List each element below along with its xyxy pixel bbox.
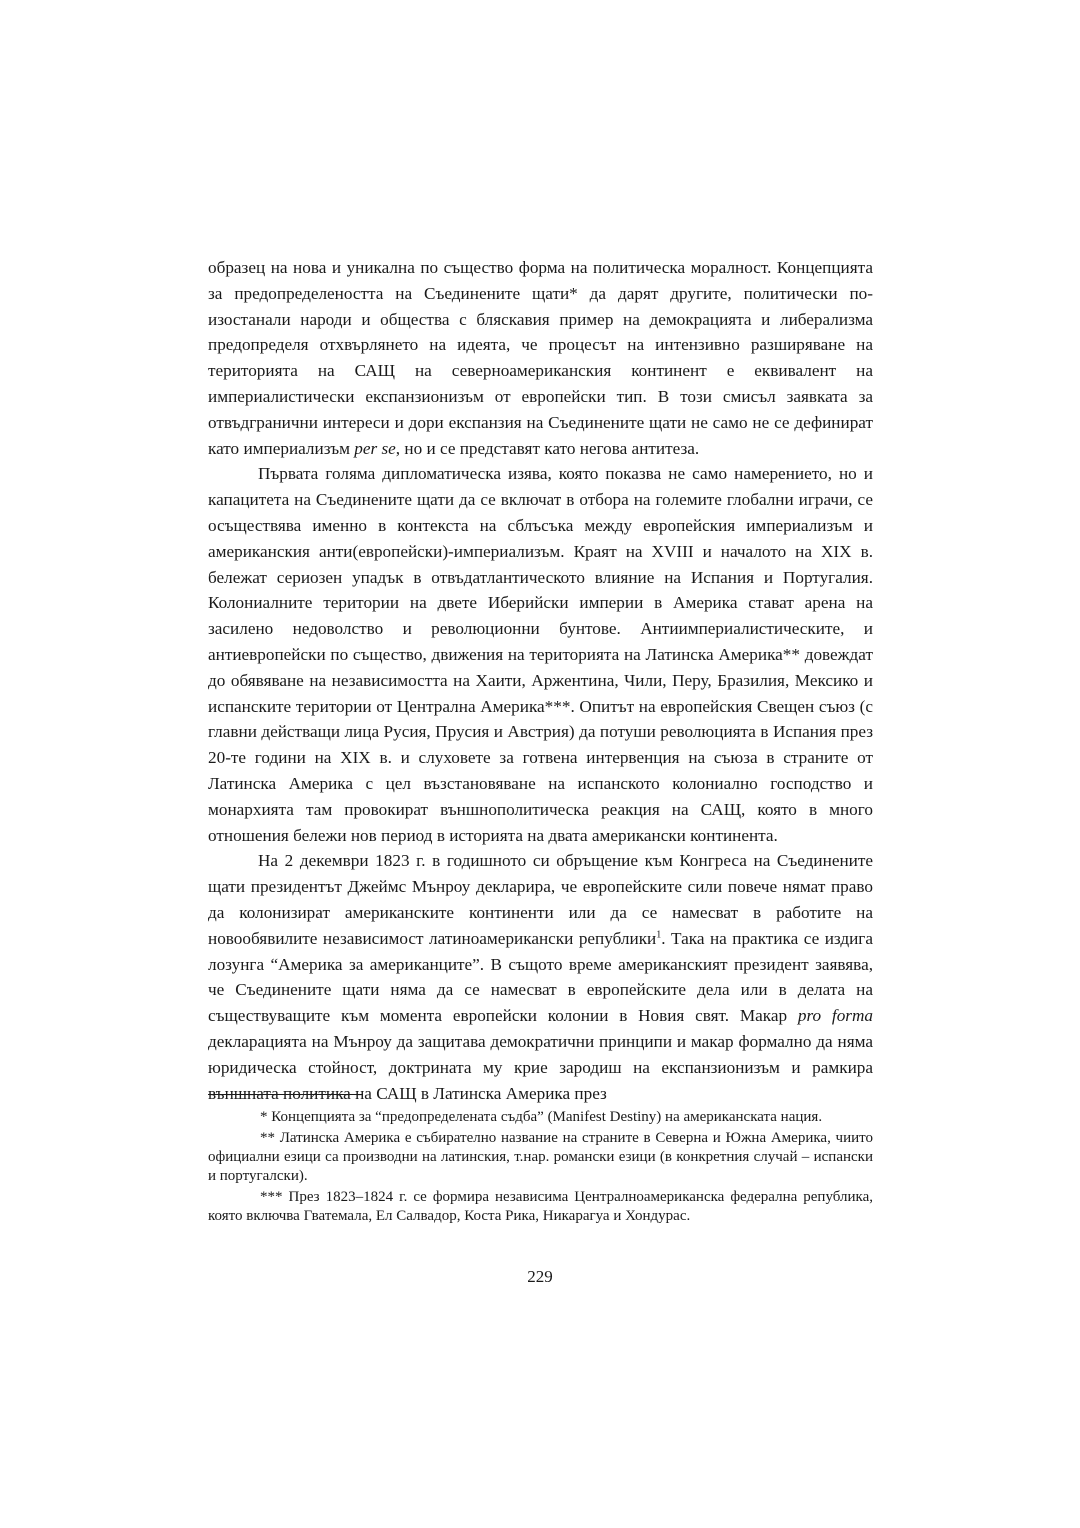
paragraph-1-text: образец на нова и уникална по същество форма на политическа моралност. Концепцията за предопределеността на Съединените щати* да дарят другите, политически по-изостанали народи и общества с бляскавия пример на демокрацията и либерализма предопределя отхвърлянето на идеята, че процесът на интензивно разширяване на територията на САЩ на северноамериканския континент е еквивалент на империалистически експанзионизъм от европейски тип. В този смисъл заявката за отвъдгранични интереси и дори експанзия на Съединените щати не само не се дефинират като империализъм: [208, 258, 873, 458]
footnote-2: ** Латинска Америка е събирателно название на страните в Северна и Южна Америка, чиито официални езици са производни на латинския, т.нар. романски езици (в конкретния случай – испански и португалски).: [208, 1130, 873, 1184]
paragraph-3-end: декларацията на Мънроу да защитава демократични принципи и макар формално да няма юридическа стойност, доктрината му крие зародиш на експанзионизъм и рамкира външната политика на САЩ в Латинска Америка през: [208, 1031, 873, 1103]
paragraph-3-text: На 2 декември 1823 г. в годишното си обръщение към Конгреса на Съединените щати президентът Джеймс Мънроу декларира, че европейските сили повече нямат право да колонизират американските континенти или да се намесват в работите на новообявилите независимост латиноамерикански републики: [208, 851, 873, 948]
footnote-3: *** През 1823–1824 г. се формира независима Централноамериканска федерална република, която включва Гватемала, Ел Салвадор, Коста Рика, Никарагуа и Хондурас.: [208, 1189, 873, 1224]
paragraph-3-italic: pro forma: [797, 1006, 873, 1026]
footnote-1: * Концепцията за “предопределената съдба” (Manifest Destiny) на американската нация.: [260, 1109, 823, 1125]
paragraph-3: [208, 848, 873, 1106]
paragraph-1: [208, 255, 873, 461]
paragraph-3-after: . Така на практика се издига лозунга “Америка за американците”. В същото време американският президент заявява, че Съединените щати няма да се намесват в европейските дела или в делата на съществуващите към момента европейски колонии в Новия свят. Макар: [208, 928, 873, 1026]
footnote-ref-1: 1: [656, 928, 662, 940]
footnotes: [208, 1108, 873, 1228]
paragraph-1-after: , но и се представят като негова антитеза.: [395, 438, 700, 458]
page-number: 229: [527, 1267, 553, 1286]
paragraph-2-text: Първата голяма дипломатическа изява, която показва не само намерението, но и капацитета на Съединените щати да се включат в отбора на големите глобални играчи, се осъществява именно в контекста на сблъсъка между европейския империализъм и американския анти(европейски)-империализъм. Краят на XVIII и началото на XIX в. бележат сериозен упадък в отвъдатлантическото влияние на Испания и Португалия. Колониалните територии на двете Иберийски империи в Америка стават арена на засилено недоволство и революционни бунтове. Антиимпериалистическите, и антиевропейски по същество, движения на територията на Латинска Америка** довеждат до обявяване на независимостта на Хаити, Аржентина, Чили, Перу, Бразилия, Мексико и испанските територии от Централна Америка***. Опитът на европейския Свещен съюз (с главни действащи лица Русия, Прусия и Австрия) да потуши революцията в Испания през 20-те години на XIX в. и слуховете за готвена интервенция на съюза в страните от Латинска Америка с цел възстановяване на испанското колониално господство и монархията там провокират външнополитическа реакция на САЩ, която в много отношения бележи нов период в историята на двата американски континента.: [208, 464, 873, 845]
main-text: [208, 255, 873, 1106]
paragraph-2: [208, 461, 873, 848]
footnote-separator: [208, 1094, 363, 1095]
paragraph-1-italic: per se: [354, 438, 396, 458]
